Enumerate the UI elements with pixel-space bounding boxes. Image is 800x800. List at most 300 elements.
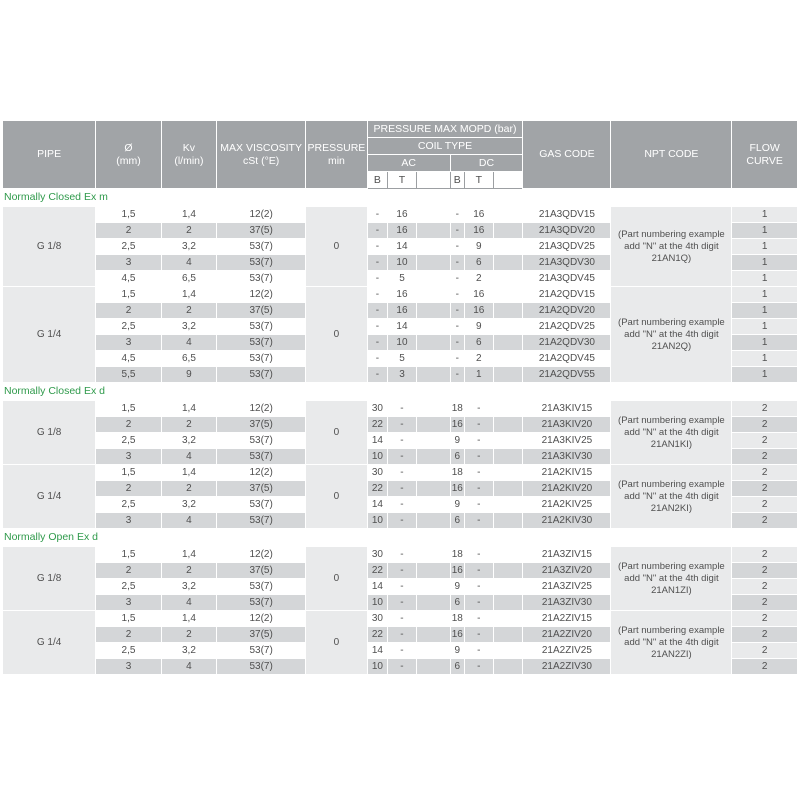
- viscosity-cell: 53(7): [217, 433, 306, 449]
- kv-cell: 4: [161, 335, 216, 351]
- viscosity-cell: 53(7): [217, 449, 306, 465]
- flow-curve-cell: 2: [732, 611, 798, 627]
- pressure-min-cell: 0: [306, 207, 367, 287]
- dc-b-cell: -: [450, 271, 464, 287]
- dc-blank-cell: [493, 287, 523, 303]
- dc-t-cell: 9: [464, 239, 493, 255]
- diameter-cell: 2: [96, 303, 162, 319]
- ac-blank-cell: [416, 643, 450, 659]
- dc-blank-cell: [493, 465, 523, 481]
- ac-t-cell: -: [388, 417, 417, 433]
- ac-b-cell: 22: [367, 417, 387, 433]
- ac-b-cell: 10: [367, 595, 387, 611]
- ac-blank-cell: [416, 465, 450, 481]
- diameter-cell: 3: [96, 449, 162, 465]
- diameter-cell: 2,5: [96, 239, 162, 255]
- diameter-cell: 2,5: [96, 319, 162, 335]
- ac-t-cell: -: [388, 659, 417, 675]
- flow-curve-cell: 2: [732, 433, 798, 449]
- dc-t-cell: 6: [464, 335, 493, 351]
- flow-curve-cell: 1: [732, 255, 798, 271]
- table-row: [3, 207, 798, 223]
- diameter-cell: 1,5: [96, 207, 162, 223]
- diameter-cell: 2,5: [96, 579, 162, 595]
- flow-curve-cell: 1: [732, 319, 798, 335]
- flow-curve-cell: 1: [732, 223, 798, 239]
- dc-b-cell: -: [450, 319, 464, 335]
- ac-blank-cell: [416, 287, 450, 303]
- viscosity-cell: 12(2): [217, 287, 306, 303]
- gas-code-cell: 21A3QDV45: [523, 271, 611, 287]
- dc-b-cell: 6: [450, 659, 464, 675]
- dc-b-cell: 18: [450, 401, 464, 417]
- pipe-cell: G 1/8: [3, 547, 96, 611]
- header-gas-code: GAS CODE: [523, 121, 611, 189]
- ac-blank-cell: [416, 497, 450, 513]
- kv-cell: 6,5: [161, 351, 216, 367]
- gas-code-cell: 21A2QDV45: [523, 351, 611, 367]
- dc-blank-cell: [493, 271, 523, 287]
- dc-t-cell: 9: [464, 319, 493, 335]
- ac-b-cell: -: [367, 271, 387, 287]
- ac-blank-cell: [416, 563, 450, 579]
- pressure-min-cell: 0: [306, 547, 367, 611]
- kv-cell: 4: [161, 255, 216, 271]
- ac-blank-cell: [416, 351, 450, 367]
- flow-curve-cell: 1: [732, 335, 798, 351]
- ac-b-cell: 22: [367, 627, 387, 643]
- ac-b-cell: 14: [367, 497, 387, 513]
- viscosity-cell: 12(2): [217, 207, 306, 223]
- kv-cell: 3,2: [161, 643, 216, 659]
- ac-t-cell: -: [388, 481, 417, 497]
- viscosity-cell: 53(7): [217, 595, 306, 611]
- gas-code-cell: 21A2ZIV15: [523, 611, 611, 627]
- kv-cell: 1,4: [161, 207, 216, 223]
- npt-code-cell: (Part numbering example add "N" at the 4th digit 21AN2Q): [611, 287, 732, 383]
- dc-b-cell: 16: [450, 563, 464, 579]
- viscosity-cell: 53(7): [217, 319, 306, 335]
- dc-blank-cell: [493, 449, 523, 465]
- ac-t-cell: 16: [388, 207, 417, 223]
- flow-curve-cell: 2: [732, 465, 798, 481]
- gas-code-cell: 21A2KIV25: [523, 497, 611, 513]
- ac-b-cell: 14: [367, 433, 387, 449]
- dc-b-cell: -: [450, 207, 464, 223]
- diameter-cell: 3: [96, 335, 162, 351]
- dc-t-cell: 16: [464, 223, 493, 239]
- diameter-cell: 2: [96, 417, 162, 433]
- header-pipe: PIPE: [3, 121, 96, 189]
- flow-curve-cell: 2: [732, 481, 798, 497]
- dc-b-cell: 18: [450, 611, 464, 627]
- kv-cell: 1,4: [161, 465, 216, 481]
- gas-code-cell: 21A2QDV25: [523, 319, 611, 335]
- viscosity-cell: 37(5): [217, 417, 306, 433]
- ac-blank-cell: [416, 401, 450, 417]
- ac-blank-cell: [416, 547, 450, 563]
- gas-code-cell: 21A2QDV55: [523, 367, 611, 383]
- dc-t-cell: -: [464, 659, 493, 675]
- kv-cell: 4: [161, 659, 216, 675]
- ac-b-cell: -: [367, 239, 387, 255]
- gas-code-cell: 21A2KIV15: [523, 465, 611, 481]
- pressure-min-cell: 0: [306, 465, 367, 529]
- dc-blank-cell: [493, 303, 523, 319]
- dc-b-cell: 6: [450, 595, 464, 611]
- ac-t-cell: -: [388, 547, 417, 563]
- ac-t-cell: 14: [388, 319, 417, 335]
- ac-blank-cell: [416, 579, 450, 595]
- pipe-cell: G 1/8: [3, 401, 96, 465]
- dc-b-cell: -: [450, 239, 464, 255]
- header-dc-t: T: [464, 172, 493, 189]
- flow-curve-cell: 1: [732, 239, 798, 255]
- diameter-cell: 4,5: [96, 351, 162, 367]
- dc-blank-cell: [493, 351, 523, 367]
- diameter-cell: 3: [96, 595, 162, 611]
- ac-b-cell: -: [367, 207, 387, 223]
- flow-curve-cell: 2: [732, 513, 798, 529]
- diameter-cell: 2: [96, 627, 162, 643]
- flow-curve-cell: 1: [732, 207, 798, 223]
- ac-b-cell: 10: [367, 449, 387, 465]
- flow-curve-cell: 2: [732, 417, 798, 433]
- dc-b-cell: -: [450, 223, 464, 239]
- kv-cell: 4: [161, 513, 216, 529]
- kv-cell: 2: [161, 223, 216, 239]
- ac-blank-cell: [416, 367, 450, 383]
- ac-b-cell: -: [367, 287, 387, 303]
- ac-t-cell: -: [388, 579, 417, 595]
- viscosity-cell: 53(7): [217, 513, 306, 529]
- npt-code-cell: (Part numbering example add "N" at the 4th digit 21AN1KI): [611, 401, 732, 465]
- flow-curve-cell: 2: [732, 627, 798, 643]
- ac-t-cell: -: [388, 433, 417, 449]
- header-coil-type: COIL TYPE: [367, 138, 523, 155]
- dc-t-cell: 2: [464, 351, 493, 367]
- ac-blank-cell: [416, 481, 450, 497]
- kv-cell: 2: [161, 417, 216, 433]
- flow-curve-cell: 2: [732, 401, 798, 417]
- dc-blank-cell: [493, 239, 523, 255]
- ac-blank-cell: [416, 271, 450, 287]
- gas-code-cell: 21A2ZIV20: [523, 627, 611, 643]
- kv-cell: 4: [161, 595, 216, 611]
- flow-curve-cell: 1: [732, 351, 798, 367]
- gas-code-cell: 21A3ZIV30: [523, 595, 611, 611]
- dc-t-cell: -: [464, 465, 493, 481]
- dc-blank-cell: [493, 643, 523, 659]
- dc-b-cell: 6: [450, 513, 464, 529]
- kv-cell: 2: [161, 481, 216, 497]
- dc-t-cell: -: [464, 563, 493, 579]
- kv-cell: 1,4: [161, 611, 216, 627]
- diameter-cell: 2: [96, 223, 162, 239]
- diameter-cell: 2,5: [96, 643, 162, 659]
- dc-b-cell: -: [450, 255, 464, 271]
- flow-curve-cell: 1: [732, 287, 798, 303]
- kv-cell: 2: [161, 563, 216, 579]
- viscosity-cell: 37(5): [217, 303, 306, 319]
- dc-b-cell: 18: [450, 465, 464, 481]
- ac-t-cell: -: [388, 627, 417, 643]
- dc-b-cell: -: [450, 351, 464, 367]
- pressure-min-cell: 0: [306, 287, 367, 383]
- ac-t-cell: -: [388, 563, 417, 579]
- dc-b-cell: 16: [450, 627, 464, 643]
- dc-b-cell: -: [450, 335, 464, 351]
- viscosity-cell: 53(7): [217, 255, 306, 271]
- diameter-cell: 1,5: [96, 465, 162, 481]
- dc-blank-cell: [493, 417, 523, 433]
- dc-blank-cell: [493, 481, 523, 497]
- kv-cell: 2: [161, 627, 216, 643]
- ac-t-cell: -: [388, 513, 417, 529]
- dc-t-cell: 2: [464, 271, 493, 287]
- table-row: [3, 611, 798, 627]
- pipe-cell: G 1/4: [3, 287, 96, 383]
- dc-t-cell: -: [464, 417, 493, 433]
- kv-cell: 1,4: [161, 547, 216, 563]
- ac-b-cell: 22: [367, 563, 387, 579]
- dc-blank-cell: [493, 547, 523, 563]
- pressure-min-cell: 0: [306, 611, 367, 675]
- diameter-cell: 2,5: [96, 433, 162, 449]
- table-row: [3, 465, 798, 481]
- ac-t-cell: 16: [388, 303, 417, 319]
- ac-blank-cell: [416, 239, 450, 255]
- viscosity-cell: 12(2): [217, 401, 306, 417]
- gas-code-cell: 21A3KIV30: [523, 449, 611, 465]
- viscosity-cell: 12(2): [217, 465, 306, 481]
- ac-b-cell: 14: [367, 643, 387, 659]
- ac-b-cell: 30: [367, 465, 387, 481]
- dc-blank-cell: [493, 579, 523, 595]
- ac-t-cell: -: [388, 449, 417, 465]
- dc-t-cell: 16: [464, 287, 493, 303]
- ac-blank-cell: [416, 433, 450, 449]
- header-pressure-min: PRESSURE min: [306, 121, 367, 189]
- kv-cell: 3,2: [161, 433, 216, 449]
- viscosity-cell: 53(7): [217, 643, 306, 659]
- ac-t-cell: 16: [388, 287, 417, 303]
- dc-b-cell: 9: [450, 433, 464, 449]
- dc-blank-cell: [493, 319, 523, 335]
- spec-table: [2, 120, 798, 675]
- npt-code-cell: (Part numbering example add "N" at the 4th digit 21AN2KI): [611, 465, 732, 529]
- ac-t-cell: -: [388, 595, 417, 611]
- ac-blank-cell: [416, 659, 450, 675]
- gas-code-cell: 21A2KIV20: [523, 481, 611, 497]
- dc-t-cell: -: [464, 401, 493, 417]
- flow-curve-cell: 2: [732, 595, 798, 611]
- diameter-cell: 3: [96, 255, 162, 271]
- dc-blank-cell: [493, 223, 523, 239]
- ac-b-cell: 30: [367, 611, 387, 627]
- dc-b-cell: -: [450, 287, 464, 303]
- diameter-cell: 5,5: [96, 367, 162, 383]
- viscosity-cell: 53(7): [217, 239, 306, 255]
- flow-curve-cell: 2: [732, 579, 798, 595]
- dc-blank-cell: [493, 497, 523, 513]
- kv-cell: 1,4: [161, 401, 216, 417]
- table-header: [3, 121, 798, 189]
- dc-t-cell: -: [464, 547, 493, 563]
- viscosity-cell: 53(7): [217, 367, 306, 383]
- dc-b-cell: 9: [450, 497, 464, 513]
- kv-cell: 1,4: [161, 287, 216, 303]
- dc-blank-cell: [493, 513, 523, 529]
- dc-b-cell: 16: [450, 417, 464, 433]
- header-ac-t: T: [388, 172, 417, 189]
- ac-blank-cell: [416, 513, 450, 529]
- diameter-cell: 2: [96, 481, 162, 497]
- ac-t-cell: -: [388, 643, 417, 659]
- header-viscosity: MAX VISCOSITY cSt (°E): [217, 121, 306, 189]
- dc-t-cell: -: [464, 513, 493, 529]
- ac-t-cell: 5: [388, 351, 417, 367]
- ac-b-cell: 14: [367, 579, 387, 595]
- header-npt-code: NPT CODE: [611, 121, 732, 189]
- flow-curve-cell: 2: [732, 659, 798, 675]
- ac-t-cell: 16: [388, 223, 417, 239]
- dc-b-cell: -: [450, 367, 464, 383]
- dc-blank-cell: [493, 335, 523, 351]
- pipe-cell: G 1/4: [3, 465, 96, 529]
- ac-b-cell: 22: [367, 481, 387, 497]
- section-title-row: [3, 383, 798, 401]
- gas-code-cell: 21A2QDV30: [523, 335, 611, 351]
- kv-cell: 3,2: [161, 239, 216, 255]
- ac-b-cell: 30: [367, 401, 387, 417]
- diameter-cell: 1,5: [96, 611, 162, 627]
- dc-blank-cell: [493, 433, 523, 449]
- gas-code-cell: 21A3ZIV20: [523, 563, 611, 579]
- ac-t-cell: 3: [388, 367, 417, 383]
- pipe-cell: G 1/8: [3, 207, 96, 287]
- dc-blank-cell: [493, 207, 523, 223]
- gas-code-cell: 21A2ZIV25: [523, 643, 611, 659]
- diameter-cell: 1,5: [96, 401, 162, 417]
- ac-b-cell: -: [367, 367, 387, 383]
- header-ac-b: B: [367, 172, 387, 189]
- dc-b-cell: 18: [450, 547, 464, 563]
- dc-b-cell: 9: [450, 643, 464, 659]
- gas-code-cell: 21A2KIV30: [523, 513, 611, 529]
- diameter-cell: 1,5: [96, 547, 162, 563]
- gas-code-cell: 21A2QDV15: [523, 287, 611, 303]
- dc-blank-cell: [493, 611, 523, 627]
- dc-t-cell: -: [464, 481, 493, 497]
- gas-code-cell: 21A3QDV30: [523, 255, 611, 271]
- viscosity-cell: 53(7): [217, 497, 306, 513]
- header-flow-curve: FLOW CURVE: [732, 121, 798, 189]
- flow-curve-cell: 1: [732, 367, 798, 383]
- dc-blank-cell: [493, 627, 523, 643]
- dc-t-cell: 1: [464, 367, 493, 383]
- npt-code-cell: (Part numbering example add "N" at the 4th digit 21AN1Q): [611, 207, 732, 287]
- ac-blank-cell: [416, 319, 450, 335]
- viscosity-cell: 53(7): [217, 335, 306, 351]
- header-pressure-max: PRESSURE MAX MOPD (bar): [367, 121, 523, 138]
- gas-code-cell: 21A3QDV15: [523, 207, 611, 223]
- kv-cell: 9: [161, 367, 216, 383]
- dc-t-cell: -: [464, 449, 493, 465]
- header-ac-blank: [416, 172, 450, 189]
- table-row: [3, 287, 798, 303]
- diameter-cell: 2: [96, 563, 162, 579]
- flow-curve-cell: 2: [732, 497, 798, 513]
- ac-b-cell: 10: [367, 659, 387, 675]
- npt-code-cell: (Part numbering example add "N" at the 4th digit 21AN2ZI): [611, 611, 732, 675]
- ac-t-cell: 10: [388, 335, 417, 351]
- gas-code-cell: 21A3QDV20: [523, 223, 611, 239]
- kv-cell: 3,2: [161, 579, 216, 595]
- dc-blank-cell: [493, 563, 523, 579]
- gas-code-cell: 21A3KIV25: [523, 433, 611, 449]
- ac-b-cell: -: [367, 255, 387, 271]
- ac-blank-cell: [416, 611, 450, 627]
- diameter-cell: 1,5: [96, 287, 162, 303]
- ac-b-cell: -: [367, 303, 387, 319]
- dc-t-cell: 16: [464, 207, 493, 223]
- ac-blank-cell: [416, 255, 450, 271]
- dc-b-cell: 9: [450, 579, 464, 595]
- gas-code-cell: 21A3ZIV15: [523, 547, 611, 563]
- dc-t-cell: 6: [464, 255, 493, 271]
- table-body: [3, 189, 798, 675]
- gas-code-cell: 21A3ZIV25: [523, 579, 611, 595]
- dc-blank-cell: [493, 255, 523, 271]
- table-row: [3, 401, 798, 417]
- gas-code-cell: 21A2QDV20: [523, 303, 611, 319]
- ac-t-cell: -: [388, 497, 417, 513]
- header-ac: AC: [367, 155, 450, 172]
- dc-t-cell: -: [464, 595, 493, 611]
- viscosity-cell: 37(5): [217, 481, 306, 497]
- diameter-cell: 3: [96, 513, 162, 529]
- ac-blank-cell: [416, 417, 450, 433]
- ac-blank-cell: [416, 595, 450, 611]
- flow-curve-cell: 2: [732, 449, 798, 465]
- diameter-cell: 4,5: [96, 271, 162, 287]
- flow-curve-cell: 1: [732, 303, 798, 319]
- viscosity-cell: 37(5): [217, 223, 306, 239]
- kv-cell: 3,2: [161, 497, 216, 513]
- dc-t-cell: -: [464, 433, 493, 449]
- dc-blank-cell: [493, 401, 523, 417]
- viscosity-cell: 37(5): [217, 627, 306, 643]
- header-kv: Kv (l/min): [161, 121, 216, 189]
- ac-blank-cell: [416, 627, 450, 643]
- ac-blank-cell: [416, 449, 450, 465]
- dc-b-cell: 16: [450, 481, 464, 497]
- dc-t-cell: -: [464, 611, 493, 627]
- viscosity-cell: 53(7): [217, 351, 306, 367]
- kv-cell: 3,2: [161, 319, 216, 335]
- ac-t-cell: 5: [388, 271, 417, 287]
- diameter-cell: 3: [96, 659, 162, 675]
- ac-blank-cell: [416, 207, 450, 223]
- table-row: [3, 547, 798, 563]
- dc-t-cell: -: [464, 497, 493, 513]
- ac-b-cell: 30: [367, 547, 387, 563]
- gas-code-cell: 21A3QDV25: [523, 239, 611, 255]
- header-dc-b: B: [450, 172, 464, 189]
- dc-blank-cell: [493, 595, 523, 611]
- flow-curve-cell: 2: [732, 563, 798, 579]
